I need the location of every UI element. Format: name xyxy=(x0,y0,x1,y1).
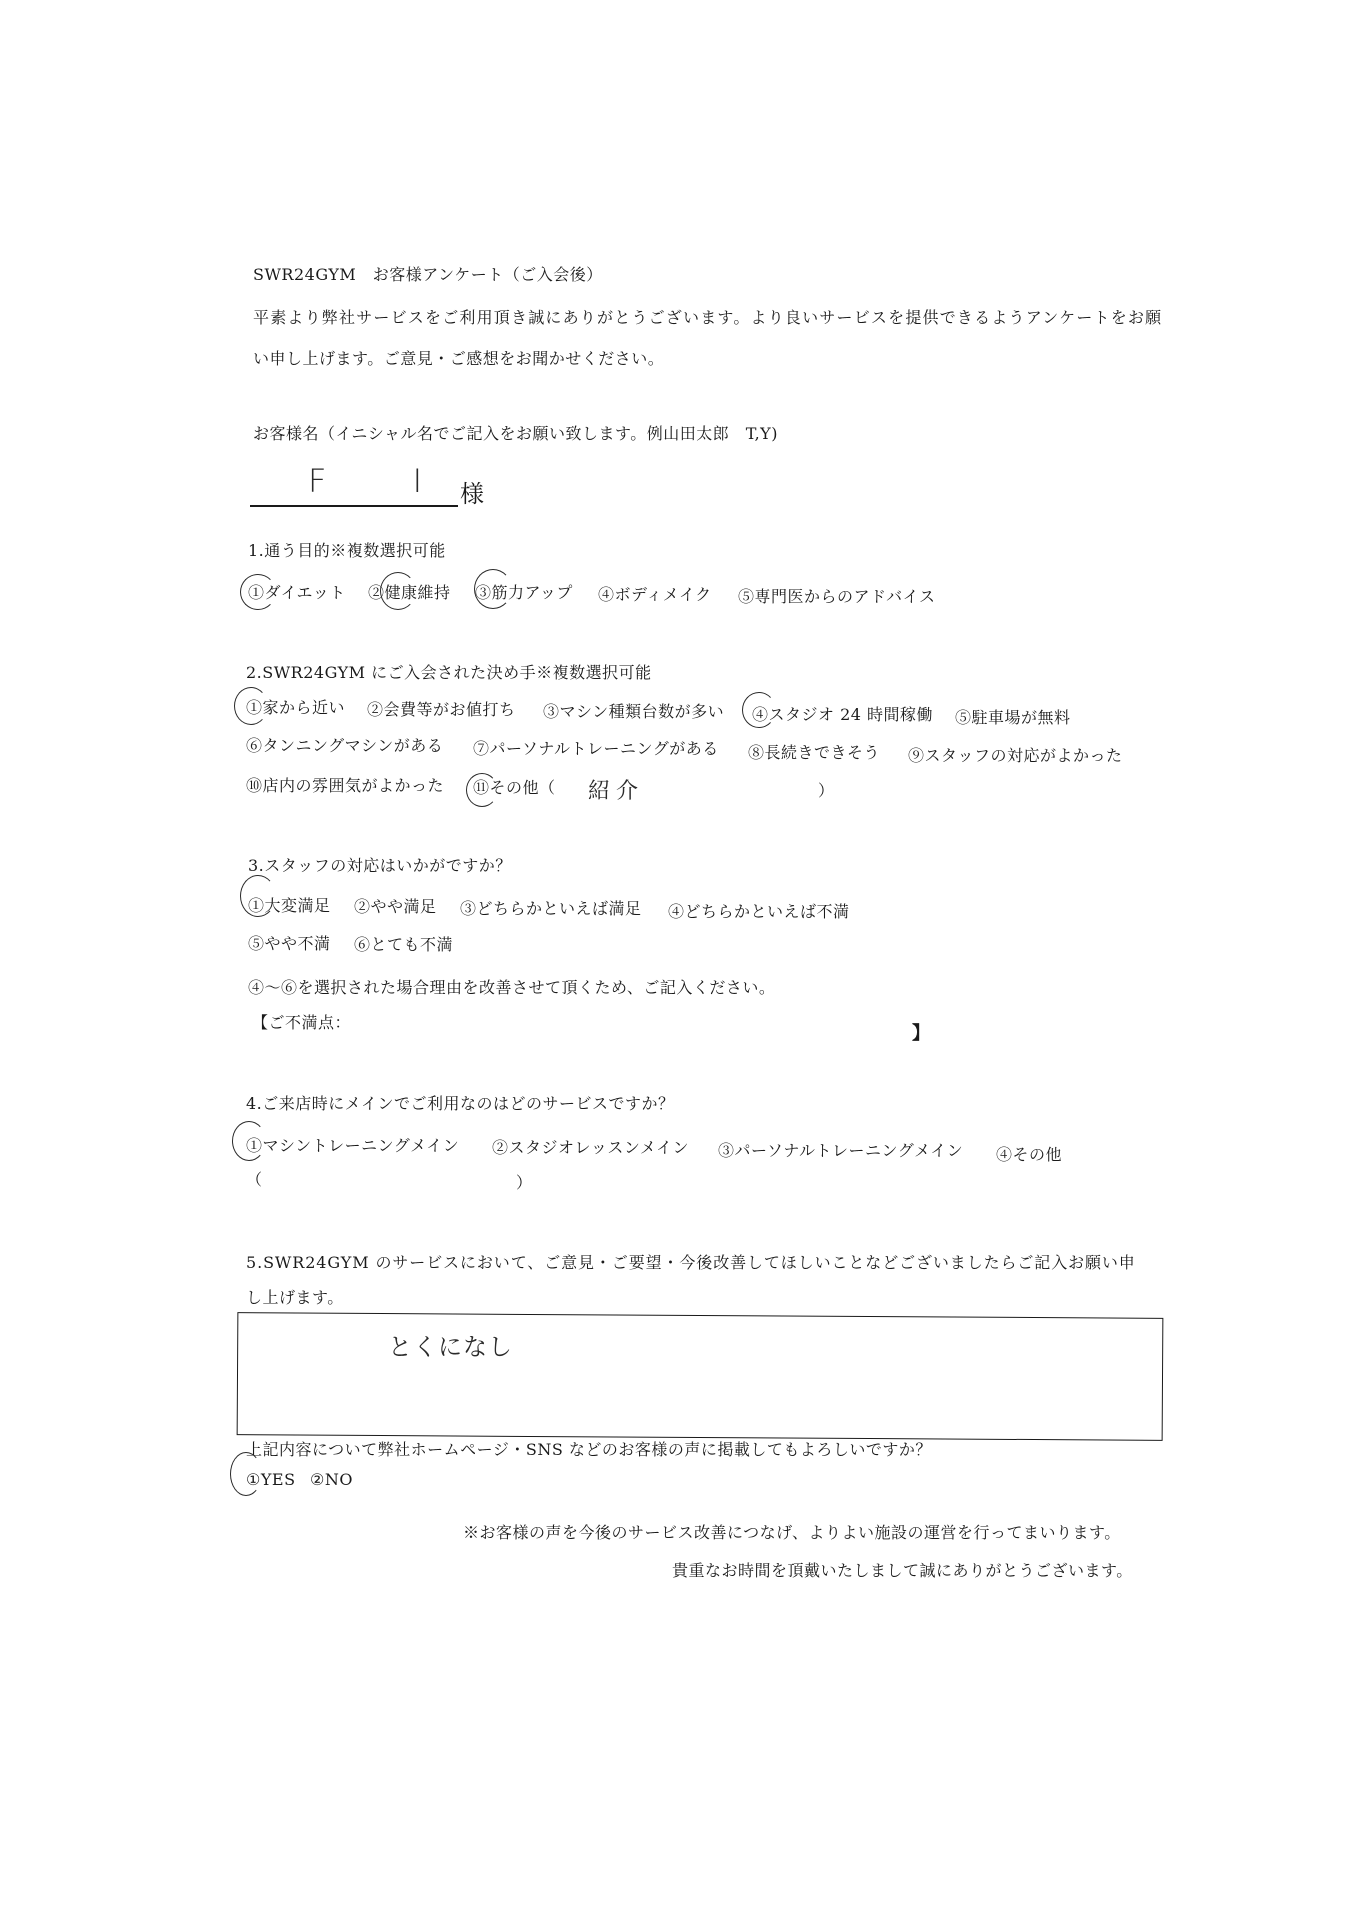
q1-option-2-circle-mark xyxy=(380,572,416,610)
q2-title: 2.SWR24GYM にご入会された決め手※複数選択可能 xyxy=(246,663,652,682)
consent-yes[interactable]: ①YES xyxy=(246,1470,296,1489)
q3-option-5[interactable]: ⑤やや不満 xyxy=(248,934,331,953)
q2-option-3[interactable]: ③マシン種類台数が多い xyxy=(543,702,725,721)
q2-option-8[interactable]: ⑧長続きできそう xyxy=(748,743,881,762)
q3-option-4[interactable]: ④どちらかといえば不満 xyxy=(668,902,850,921)
q2-other-close-paren: ） xyxy=(818,781,835,800)
q1-option-5[interactable]: ⑤専門医からのアドバイス xyxy=(738,587,936,606)
q3-option-6[interactable]: ⑥とても不満 xyxy=(354,935,454,954)
q1-option-1[interactable]: ①ダイエット xyxy=(248,583,346,602)
q4-other-open-paren: （ xyxy=(246,1170,263,1189)
consent-question: 上記内容について弊社ホームページ・SNS などのお客様の声に掲載してもよろしいですか？ xyxy=(246,1440,932,1459)
q3-note: ④～⑥を選択された場合理由を改善させて頂くため、ご記入ください。 xyxy=(248,978,776,997)
q2-option-1[interactable]: ①家から近い xyxy=(246,698,346,717)
q1-option-1-circle-mark xyxy=(240,574,276,610)
q2-other-handwritten: 紹介 xyxy=(588,779,645,804)
q4-option-2[interactable]: ②スタジオレッスンメイン xyxy=(492,1138,690,1157)
q3-option-1-circle-mark xyxy=(240,875,276,917)
q1-option-3[interactable]: ③筋力アップ xyxy=(475,583,573,602)
q2-option-4-circle-mark xyxy=(742,692,776,728)
q2-option-11-circle-mark xyxy=(466,773,498,807)
q2-option-5[interactable]: ⑤駐車場が無料 xyxy=(955,708,1071,727)
q3-complaint-label: 【ご不満点： xyxy=(252,1013,352,1032)
q5-handwritten-answer: とくになし xyxy=(388,1333,513,1361)
q2-option-6[interactable]: ⑥タンニングマシンがある xyxy=(246,736,444,755)
intro-line-1: 平素より弊社サービスをご利用頂き誠にありがとうございます。より良いサービスを提供できるようアンケートをお願 xyxy=(253,308,1163,327)
q3-option-3[interactable]: ③どちらかといえば満足 xyxy=(460,899,642,918)
q1-option-3-circle-mark xyxy=(474,569,512,609)
q5-title-line-2: し上げます。 xyxy=(246,1288,344,1307)
q4-other-close-paren: ） xyxy=(516,1173,533,1192)
survey-title: SWR24GYM お客様アンケート（ご入会後） xyxy=(253,265,603,284)
q2-option-4[interactable]: ④スタジオ 24 時間稼働 xyxy=(752,705,934,724)
q2-option-11[interactable]: ⑪その他（ xyxy=(473,778,556,797)
intro-line-2: い申し上げます。ご意見・ご感想をお聞かせください。 xyxy=(253,349,665,368)
q4-option-1[interactable]: ①マシントレーニングメイン xyxy=(246,1136,460,1155)
q4-option-1-circle-mark xyxy=(232,1121,266,1161)
q4-title: 4.ご来店時にメインでご利用なのはどのサービスですか？ xyxy=(246,1094,675,1113)
consent-no[interactable]: ②NO xyxy=(310,1470,353,1489)
q4-option-4[interactable]: ④その他 xyxy=(996,1145,1063,1164)
footer-line-2: 貴重なお時間を頂戴いたしまして誠にありがとうございます。 xyxy=(672,1561,1133,1580)
q3-option-1[interactable]: ①大変満足 xyxy=(248,896,331,915)
q2-option-10[interactable]: ⑩店内の雰囲気がよかった xyxy=(246,776,445,795)
q1-option-4[interactable]: ④ボディメイク xyxy=(598,585,712,604)
q2-option-7[interactable]: ⑦パーソナルトレーニングがある xyxy=(473,739,719,758)
q2-option-9[interactable]: ⑨スタッフの対応がよかった xyxy=(908,746,1123,765)
customer-name-underline xyxy=(250,505,458,507)
q4-option-3[interactable]: ③パーソナルトレーニングメイン xyxy=(718,1141,964,1160)
customer-name-label: お客様名（イニシャル名でご記入をお願い致します。例山田太郎 T,Y) xyxy=(253,424,778,443)
consent-yes-circle-mark xyxy=(230,1452,262,1496)
q2-option-2[interactable]: ②会費等がお値打ち xyxy=(367,700,516,719)
q1-option-2[interactable]: ②健康維持 xyxy=(368,583,451,602)
q1-title: 1.通う目的※複数選択可能 xyxy=(248,541,446,560)
footer-line-1: ※お客様の声を今後のサービス改善につなげ、よりよい施設の運営を行ってまいります。 xyxy=(463,1523,1121,1542)
q3-complaint-close: 】 xyxy=(912,1023,931,1044)
customer-initials-handwritten: F I xyxy=(308,462,461,500)
honorific-sama: 様 xyxy=(460,480,485,508)
q5-answer-box[interactable] xyxy=(237,1312,1164,1441)
q3-title: 3.スタッフの対応はいかがですか？ xyxy=(248,856,512,875)
q3-option-2[interactable]: ②やや満足 xyxy=(354,897,437,916)
q5-title-line-1: 5.SWR24GYM のサービスにおいて、ご意見・ご要望・今後改善してほしいことなどございましたらご記入お願い申 xyxy=(246,1253,1136,1272)
q2-option-1-circle-mark xyxy=(234,687,268,725)
